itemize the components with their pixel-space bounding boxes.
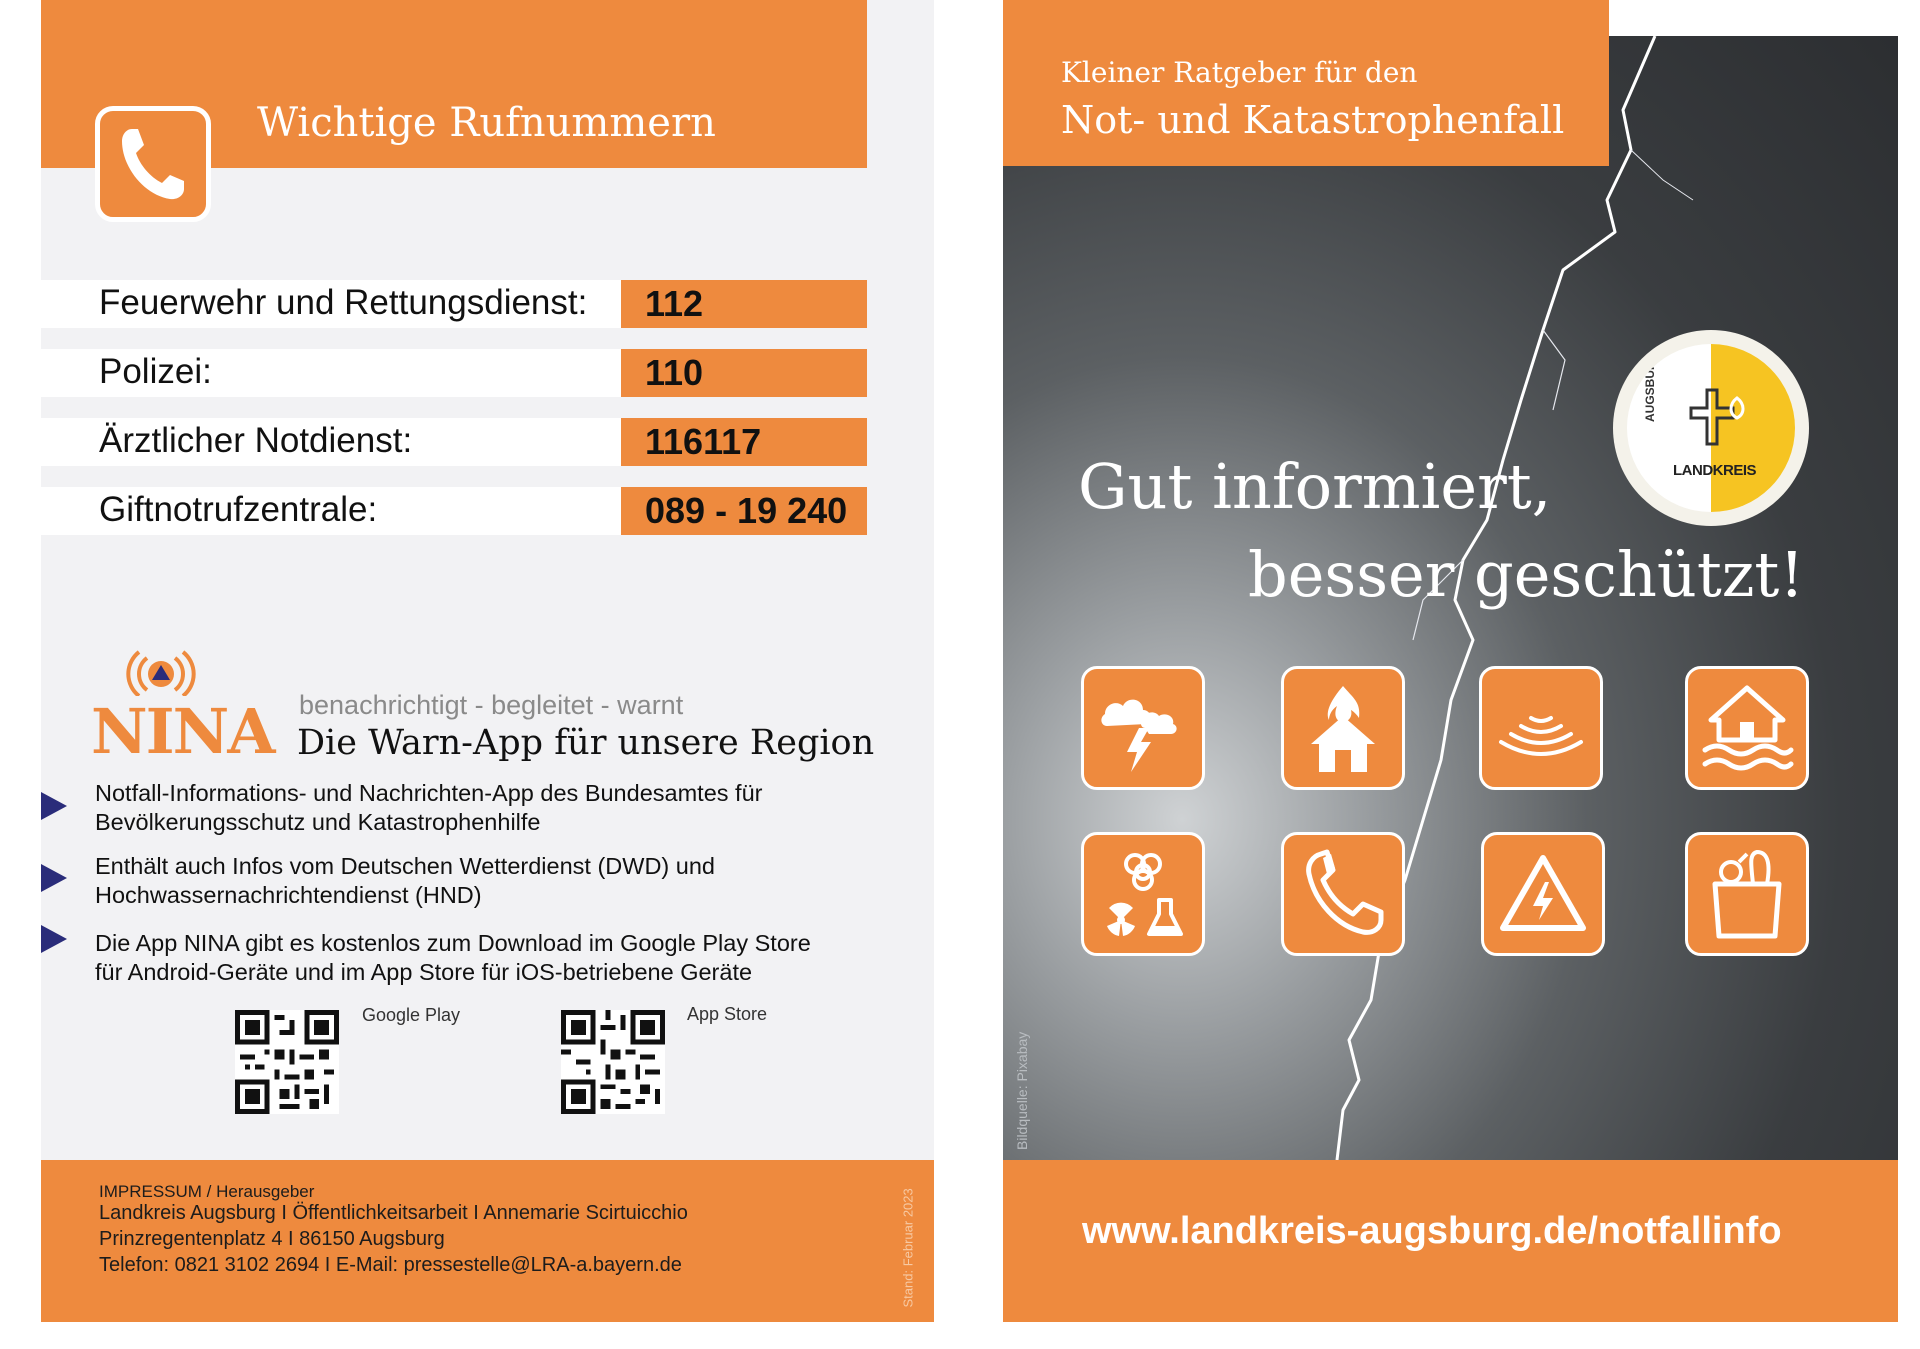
seal-augsburg-text: AUGSBURG: [1643, 351, 1657, 422]
header-title: Not- und Katastrophenfall: [1061, 98, 1565, 142]
number-label: Ärztlicher Notdienst:: [99, 421, 413, 460]
impressum-footer: [41, 1160, 934, 1322]
lightning-bolt-image: [1003, 0, 1898, 1322]
number-row-arzt: [41, 418, 867, 466]
house-fire-icon: [1281, 666, 1405, 790]
number-label: Giftnotrufzentrale:: [99, 490, 378, 529]
landkreis-seal-logo: [1613, 330, 1809, 526]
nina-tagline: benachrichtigt - begleitet - warnt: [299, 690, 684, 720]
header-title: Wichtige Rufnummern: [257, 100, 716, 146]
website-link[interactable]: www.landkreis-augsburg.de/notfallinfo: [1082, 1210, 1782, 1252]
right-panel: [1003, 0, 1898, 1322]
image-credit: Bildquelle: Pixabay: [1014, 1031, 1030, 1150]
bullet-text: [95, 779, 835, 837]
stand-date: [896, 1160, 916, 1320]
bullet-line: für Android-Geräte und im App Store für iOS-betriebene Geräte: [95, 959, 753, 985]
hazmat-icon: [1081, 832, 1205, 956]
number-row-feuerwehr: [41, 280, 867, 328]
seal-landkreis-text: LANDKREIS: [1673, 462, 1757, 479]
seal-face: [1627, 344, 1795, 512]
url-footer: [1003, 1160, 1898, 1322]
header-band: [1003, 0, 1609, 166]
bullet-text: [95, 852, 835, 910]
qr-label-google-play: Google Play: [362, 1005, 461, 1025]
qr-code-google-play[interactable]: [235, 1010, 339, 1114]
bullet-arrow-icon: [41, 864, 67, 892]
bullet-line: Hochwassernachrichtendienst (HND): [95, 882, 482, 908]
impressum-contact-line[interactable]: Telefon: 0821 3102 2694 I E-Mail: pressestelle@LRA-a.bayern.de: [99, 1254, 682, 1276]
number-value: 110: [645, 352, 704, 393]
number-row-gift: [41, 487, 867, 535]
storm-icon: [1081, 666, 1205, 790]
number-label: Feuerwehr und Rettungsdienst:: [99, 283, 588, 322]
flood-house-icon: [1685, 666, 1809, 790]
number-value: 112: [645, 283, 704, 324]
bullet-arrow-icon: [41, 925, 67, 953]
bullet-line: Enthält auch Infos vom Deutschen Wetterdienst (DWD) und: [95, 853, 715, 879]
number-value-box: [621, 487, 867, 535]
nina-logo: NINA: [91, 695, 274, 768]
slogan-line-1: Gut informiert,: [1078, 450, 1552, 523]
number-value: 089 - 19 240: [645, 490, 848, 531]
phone-icon: [1281, 832, 1405, 956]
phone-icon: [95, 106, 211, 222]
number-value: 116117: [645, 421, 762, 462]
qr-code-app-store[interactable]: [561, 1010, 665, 1114]
number-value-box: [621, 349, 867, 397]
stand-text: Stand: Februar 2023: [900, 1188, 916, 1308]
number-label: Polizei:: [99, 352, 212, 391]
qr-label-app-store: App Store: [687, 1004, 768, 1024]
number-value-box: [621, 280, 867, 328]
number-value-box: [621, 418, 867, 466]
impressum-heading: IMPRESSUM / Herausgeber: [99, 1182, 315, 1201]
bullet-line: Notfall-Informations- und Nachrichten-App des Bundesamtes für: [95, 780, 763, 806]
bullet-line: Die App NINA gibt es kostenlos zum Download im Google Play Store: [95, 930, 811, 956]
bullet-text: [95, 929, 835, 987]
nina-title: Die Warn-App für unsere Region: [297, 723, 875, 763]
nina-signal-icon: [123, 650, 199, 696]
high-voltage-icon: [1481, 832, 1605, 956]
waves-icon: [1479, 666, 1603, 790]
header-subtitle: Kleiner Ratgeber für den: [1061, 56, 1418, 89]
number-row-polizei: [41, 349, 867, 397]
bullet-line: Bevölkerungsschutz und Katastrophenhilfe: [95, 809, 541, 835]
impressum-line: Landkreis Augsburg I Öffentlichkeitsarbeit I Annemarie Scirtuicchio: [99, 1202, 688, 1224]
slogan-line-2: besser geschützt!: [1248, 538, 1805, 611]
left-panel: [41, 0, 934, 1322]
seal-cross-icon: [1677, 384, 1757, 454]
grocery-bag-icon: [1685, 832, 1809, 956]
impressum-line: Prinzregentenplatz 4 I 86150 Augsburg: [99, 1228, 445, 1250]
bullet-arrow-icon: [41, 792, 67, 820]
